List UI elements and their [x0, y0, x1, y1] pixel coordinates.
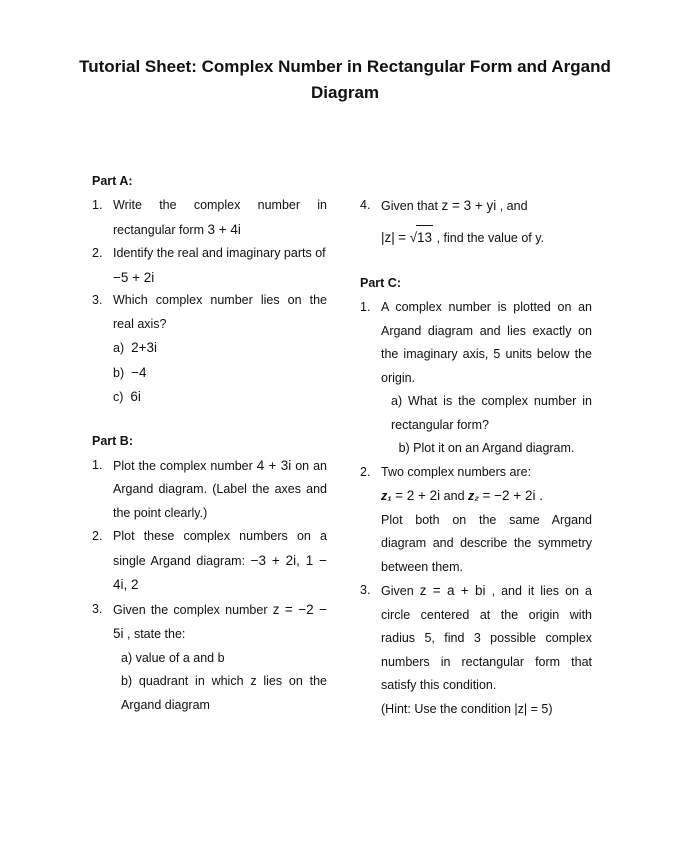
part-c-heading: Part C:: [360, 276, 401, 290]
modulus-symbol: |z|: [381, 229, 395, 245]
sub-question-b: b) Plot it on an Argand diagram.: [398, 441, 575, 455]
option-list: [113, 336, 327, 410]
sub-question-a: a) What is the complex number in rectangular form?: [391, 394, 592, 432]
z-values-line: [381, 484, 592, 509]
sub-question-a: a) value of a and b: [121, 650, 225, 665]
option-label: b): [113, 365, 125, 380]
question-number: 1.: [360, 300, 371, 314]
question-text-pre: Two complex numbers are:: [381, 464, 532, 479]
question-number: 3.: [92, 601, 103, 616]
option-a: [113, 336, 327, 361]
question-number: 3.: [360, 583, 371, 597]
question-text: A complex number is plotted on an Argand diagram and lies exactly on the imaginary axis, 5 units below the origin.: [381, 300, 592, 385]
question-number: 1.: [92, 457, 103, 472]
question-text: Write the complex number in rectangular form: [113, 198, 327, 237]
left-column: [92, 174, 327, 717]
question-number: 3.: [92, 293, 103, 307]
part-b-question-3: [92, 598, 327, 718]
part-c-question-3: [360, 579, 592, 721]
question-text-post: , and it lies on a circle centered at the origin with radius 5, find 3 possible complex numbers in rectangular form that satisfy this condition.: [381, 584, 592, 692]
z2-value: = −2 + 2i .: [482, 488, 543, 503]
and-text: and: [443, 489, 465, 503]
question-text: Identify the real and imaginary parts of: [113, 246, 326, 260]
math-expression: z = −2 − 5i: [113, 601, 327, 641]
math-expression: z = 3 + yi: [441, 198, 497, 213]
option-value: 6i: [130, 389, 141, 404]
math-expression: −5 + 2i: [113, 269, 155, 285]
question-number: 2.: [360, 464, 371, 479]
part-a-question-3: [92, 289, 327, 410]
z2-label: z₂: [468, 489, 480, 503]
math-expression: 4 + 3i: [256, 457, 292, 473]
part-c-question-2: [360, 461, 592, 580]
part-b-question-2: [92, 525, 327, 598]
question-text-pre: Plot the complex number: [113, 458, 253, 473]
sub-question-b: b) quadrant in which z lies on the Argand diagram: [121, 674, 327, 712]
sqrt-icon: √: [409, 229, 418, 245]
option-b: [113, 361, 327, 386]
page-title: [60, 54, 630, 106]
question-text-post: on an Argand diagram. (Label the axes and the point clearly.): [113, 458, 327, 520]
part-c-question-1: [360, 296, 592, 461]
part-a-question-1: [92, 194, 327, 242]
title-line-2: Diagram: [310, 83, 380, 102]
part-b-heading: Part B:: [92, 433, 133, 448]
title-line-1: Tutorial Sheet: Complex Number in Rectangular Form and Argand: [79, 57, 611, 76]
question-number: 2.: [92, 529, 103, 543]
question-number: 4.: [360, 198, 371, 212]
radicand: 13: [416, 225, 433, 250]
option-label: a): [113, 341, 125, 355]
equals-sign: =: [398, 229, 407, 245]
math-expression: −3 + 2i, 1 − 4i, 2: [113, 552, 327, 592]
z1-value: = 2 + 2i: [395, 488, 441, 503]
option-value: −4: [131, 364, 147, 380]
option-c: [113, 385, 327, 410]
option-value: 2+3i: [131, 340, 157, 355]
question-text: Which complex number lies on the real axis?: [113, 293, 327, 331]
question-text-post: , find the value of y.: [436, 230, 545, 245]
math-expression: 3 + 4i: [207, 221, 241, 237]
part-a-heading: Part A:: [92, 174, 133, 188]
right-column: [360, 194, 592, 721]
math-expression: z = a + bi: [419, 583, 486, 598]
part-a-question-2: [92, 242, 327, 289]
z1-label: z₁: [381, 489, 392, 503]
modulus-line: [381, 225, 592, 251]
question-text: Plot these complex numbers on a single Argand diagram:: [113, 529, 327, 568]
question-text-pre: Given the complex number: [113, 602, 268, 617]
question-number: 2.: [92, 246, 103, 260]
hint-text: (Hint: Use the condition |z| = 5): [381, 701, 553, 716]
part-b-question-1: [92, 454, 327, 526]
part-a-question-4: [360, 194, 592, 250]
question-text-pre: Given: [381, 584, 414, 598]
question-text-post: , state the:: [127, 627, 186, 641]
option-label: c): [113, 390, 124, 404]
question-text-post: Plot both on the same Argand diagram and describe the symmetry between them.: [381, 512, 592, 574]
question-text-pre: Given that: [381, 199, 438, 213]
question-number: 1.: [92, 198, 103, 212]
question-text-mid: , and: [499, 199, 528, 213]
